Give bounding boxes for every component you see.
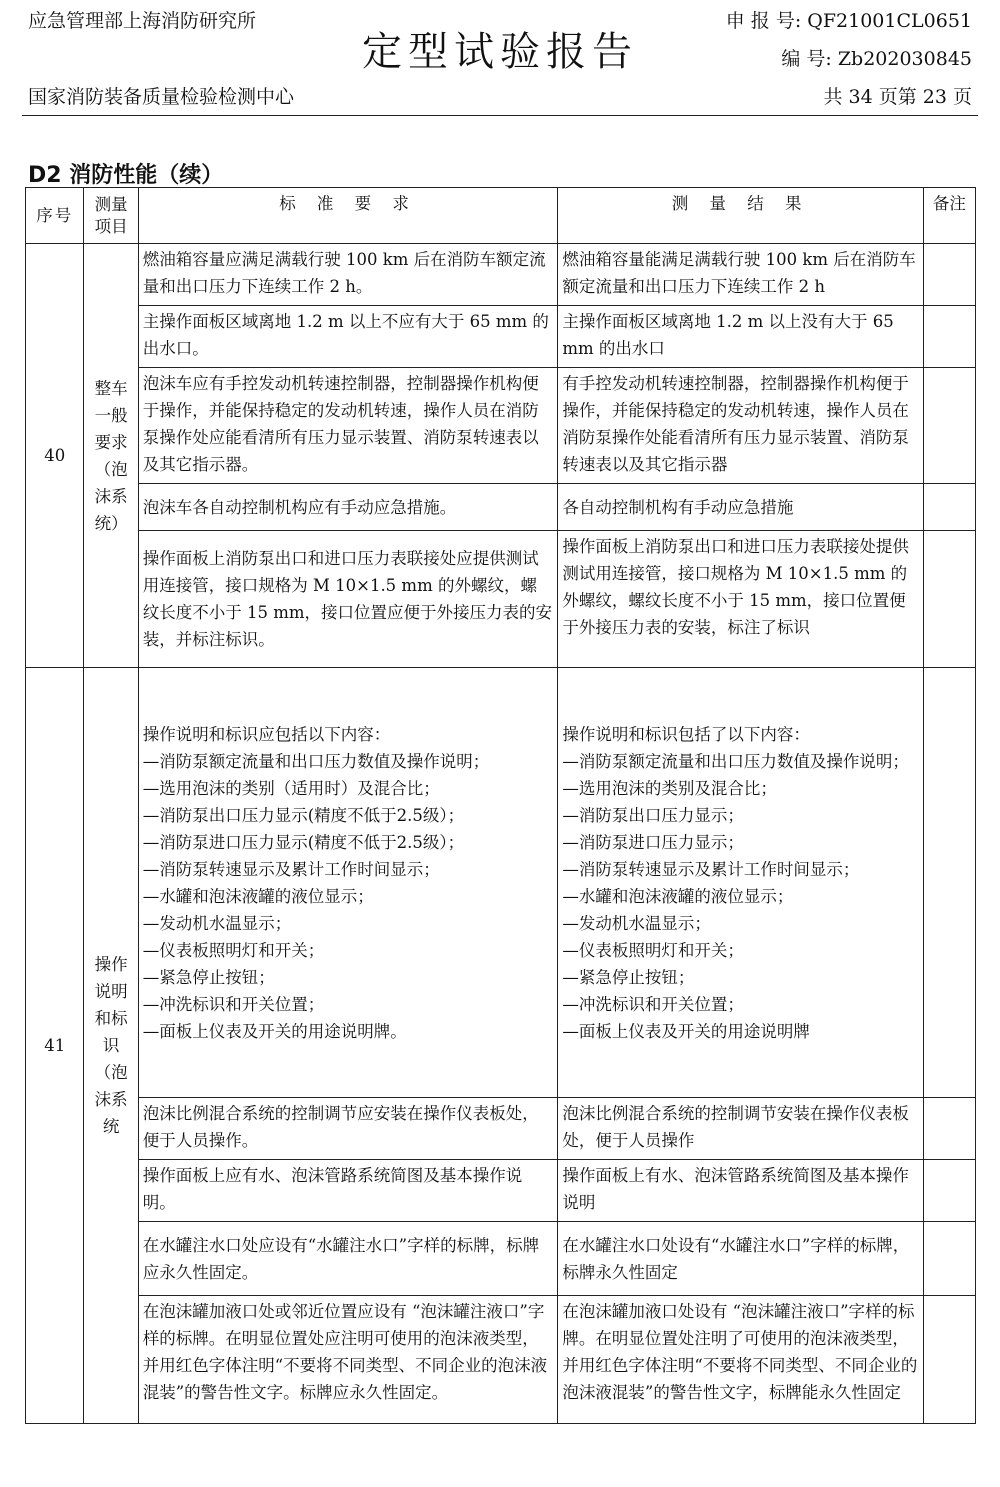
page-info: 共 34 页第 23 页 xyxy=(823,86,972,108)
result-cell: 燃油箱容量能满足满载行驶 100 km 后在消防车额定流量和出口压力下连续工作 2 h xyxy=(558,244,923,306)
note-cell xyxy=(923,306,975,368)
header-rule xyxy=(22,115,978,116)
requirement-cell: 主操作面板区域离地 1.2 m 以上不应有大于 65 mm 的出水口。 xyxy=(138,306,558,368)
note-cell xyxy=(923,1098,975,1160)
requirement-cell: 在水罐注水口处应设有“水罐注水口”字样的标牌，标牌应永久性固定。 xyxy=(138,1222,558,1296)
note-cell xyxy=(923,668,975,1098)
result-cell: 操作面板上消防泵出口和进口压力表联接处提供测试用连接管，接口规格为 M 10×1.5 mm 的外螺纹，螺纹长度不小于 15 mm，接口位置便于外接压力表的安装，标注了标识 xyxy=(558,531,923,668)
note-cell xyxy=(923,368,975,484)
note-cell xyxy=(923,1160,975,1222)
result-cell: 在水罐注水口处设有“水罐注水口”字样的标牌，标牌永久性固定 xyxy=(558,1222,923,1296)
requirement-cell: 操作面板上应有水、泡沫管路系统简图及基本操作说明。 xyxy=(138,1160,558,1222)
requirement-cell: 操作面板上消防泵出口和进口压力表联接处应提供测试用连接管，接口规格为 M 10×1.5 mm 的外螺纹，螺纹长度不小于 15 mm，接口位置应便于外接压力表的安装，并标注标识。 xyxy=(138,531,558,668)
report-title: 定型试验报告 xyxy=(362,29,638,75)
requirement-cell: 在泡沫罐加液口处或邻近位置应设有 “泡沫罐注液口”字样的标牌。在明显位置处应注明可使用的泡沫液类型，并用红色字体注明“不要将不同类型、不同企业的泡沫液混装”的警告性文字。标牌应永久性固定。 xyxy=(138,1296,558,1424)
header-item: 测量 项目 xyxy=(84,188,138,244)
result-cell: 操作面板上有水、泡沫管路系统简图及基本操作说明 xyxy=(558,1160,923,1222)
header-no: 序号 xyxy=(26,188,84,244)
table-row xyxy=(26,244,976,306)
table-row xyxy=(26,368,976,484)
requirement-cell: 泡沫比例混合系统的控制调节应安装在操作仪表板处，便于人员操作。 xyxy=(138,1098,558,1160)
table-row xyxy=(26,306,976,368)
test-table xyxy=(25,187,976,1424)
requirement-cell: 泡沫车各自动控制机构应有手动应急措施。 xyxy=(138,484,558,531)
item-name: 整车一般要求（泡沫系统） xyxy=(84,244,138,668)
row-number: 41 xyxy=(26,668,84,1424)
result-cell: 操作说明和标识包括了以下内容： —消防泵额定流量和出口压力数值及操作说明； —选用泡沫的类别及混合比； —消防泵出口压力显示； —消防泵进口压力显示； —消防泵转速显示及累计工作时间显示； —水罐和泡沫液罐的液位显示； —发动机水温显示； —仪表板照明灯和开关； —紧急停止按钮； —冲洗标识和开关位置； —面板上仪表及开关的用途说明牌 xyxy=(558,668,923,1098)
requirement-cell: 泡沫车应有手控发动机转速控制器，控制器操作机构便于操作，并能保持稳定的发动机转速，操作人员在消防泵操作处应能看清所有压力显示装置、消防泵转速表以及其它指示器。 xyxy=(138,368,558,484)
section-title: D2 消防性能（续） xyxy=(28,163,224,188)
requirement-cell: 燃油箱容量应满足满载行驶 100 km 后在消防车额定流量和出口压力下连续工作 2 h。 xyxy=(138,244,558,306)
requirement-cell: 操作说明和标识应包括以下内容： —消防泵额定流量和出口压力数值及操作说明； —选用泡沫的类别（适用时）及混合比； —消防泵出口压力显示(精度不低于2.5级）； —消防泵进口压力显示(精度不低于2.5级）； —消防泵转速显示及累计工作时间显示； —水罐和泡沫液罐的液位显示； —发动机水温显示； —仪表板照明灯和开关； —紧急停止按钮； —冲洗标识和开关位置； —面板上仪表及开关的用途说明牌。 xyxy=(138,668,558,1098)
table-row xyxy=(26,1160,976,1222)
note-cell xyxy=(923,484,975,531)
result-cell: 各自动控制机构有手动应急措施 xyxy=(558,484,923,531)
item-name: 操作说明和标识（泡沫系统 xyxy=(84,668,138,1424)
org-name: 应急管理部上海消防研究所 xyxy=(28,10,257,32)
table-row xyxy=(26,531,976,668)
result-cell: 泡沫比例混合系统的控制调节安装在操作仪表板处，便于人员操作 xyxy=(558,1098,923,1160)
row-number: 40 xyxy=(26,244,84,668)
header-result: 测 量 结 果 xyxy=(558,188,923,244)
note-cell xyxy=(923,244,975,306)
note-cell xyxy=(923,1222,975,1296)
table-row xyxy=(26,1098,976,1160)
header-note: 备注 xyxy=(923,188,975,244)
center-name: 国家消防装备质量检验检测中心 xyxy=(28,86,295,108)
table-row xyxy=(26,668,976,1098)
table-row xyxy=(26,1222,976,1296)
header-requirement: 标 准 要 求 xyxy=(138,188,558,244)
table-row xyxy=(26,1296,976,1424)
table-row xyxy=(26,484,976,531)
note-cell xyxy=(923,1296,975,1424)
result-cell: 有手控发动机转速控制器，控制器操作机构便于操作，并能保持稳定的发动机转速，操作人员在消防泵操作处能看清所有压力显示装置、消防泵转速表以及其它指示器 xyxy=(558,368,923,484)
result-cell: 主操作面板区域离地 1.2 m 以上没有大于 65 mm 的出水口 xyxy=(558,306,923,368)
result-cell: 在泡沫罐加液口处设有 “泡沫罐注液口”字样的标牌。在明显位置处注明了可使用的泡沫液类型，并用红色字体注明“不要将不同类型、不同企业的泡沫液混装”的警告性文字，标牌能永久性固定 xyxy=(558,1296,923,1424)
note-cell xyxy=(923,531,975,668)
apply-number: 申 报 号: QF21001CL0651 xyxy=(725,10,972,32)
serial-number: 编 号: Zb202030845 xyxy=(781,48,972,70)
table-header-row xyxy=(26,188,976,244)
